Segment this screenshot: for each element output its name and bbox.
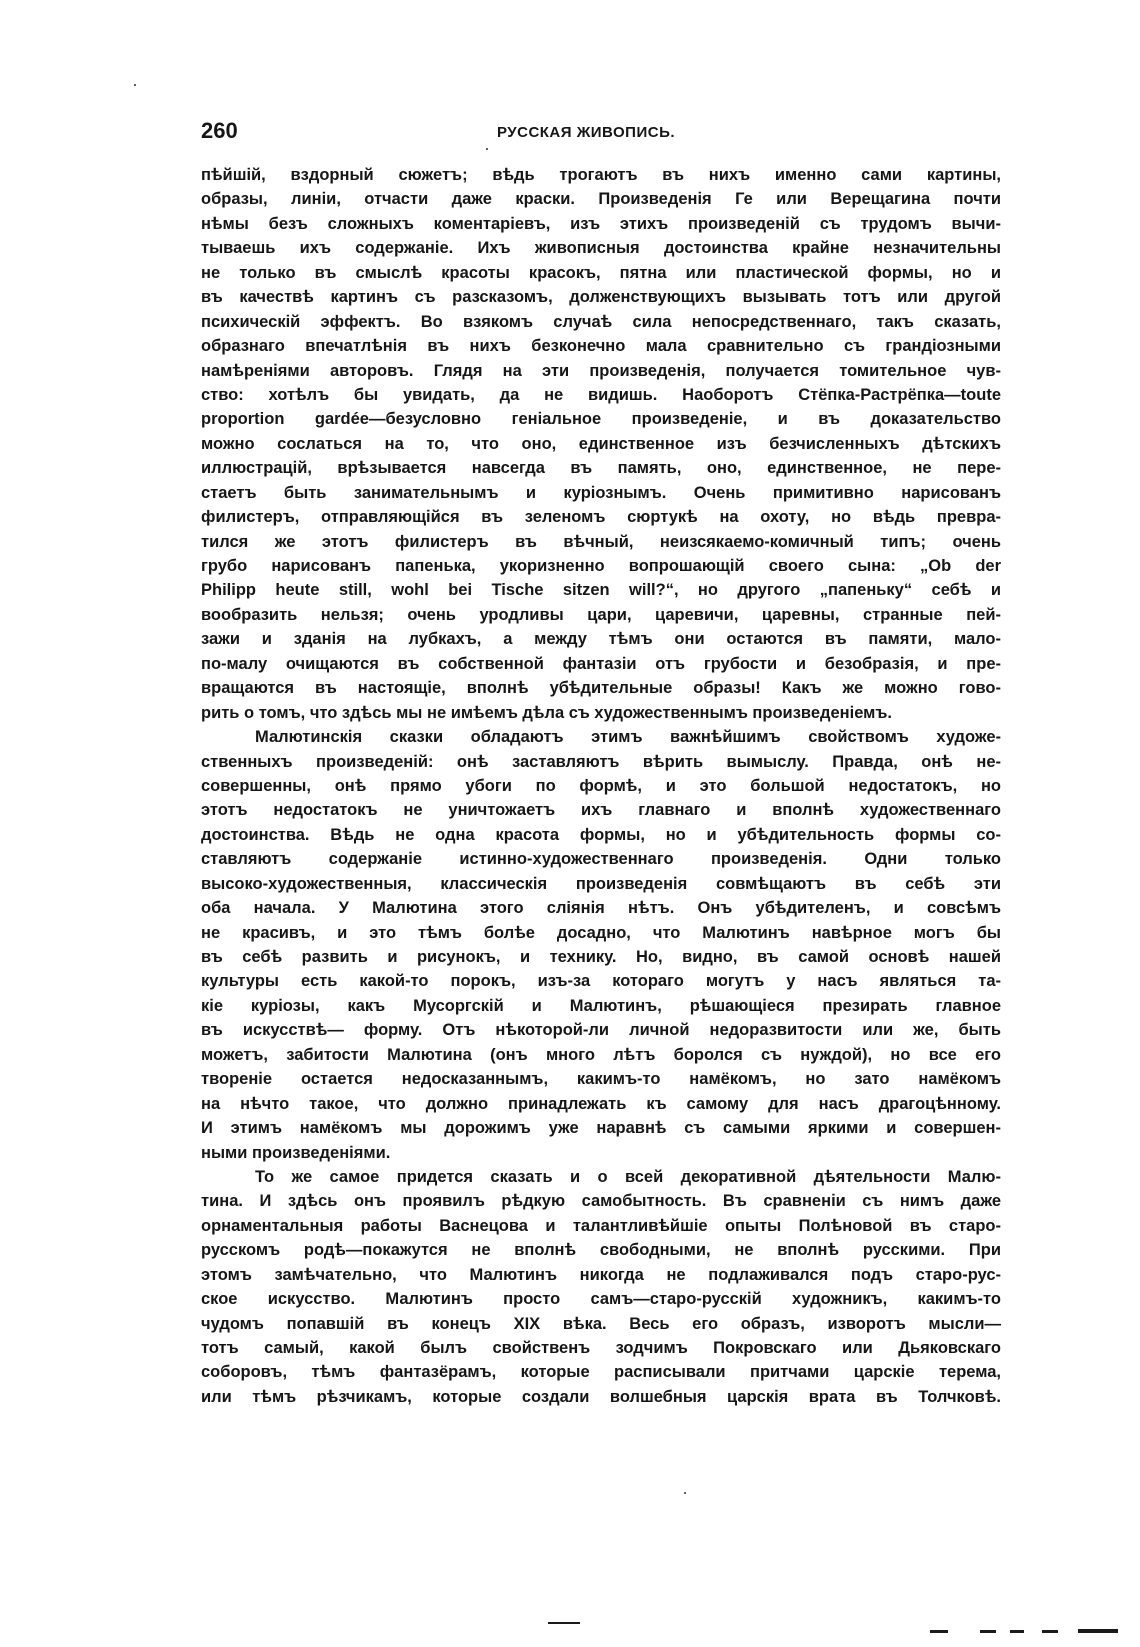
text-line: культуры есть какой-то порокъ, изъ-за котораго могутъ у насъ являться та- — [201, 972, 1001, 991]
text-line: орнаментальныя работы Васнецова и талантливѣйшіе опыты Полѣновой въ старо- — [201, 1216, 1001, 1235]
text-line: тился же этотъ филистеръ въ вѣчный, неизсякаемо-комичный типъ; очень — [201, 532, 1001, 551]
text-line: То же самое придется сказать и о всей декоративной дѣятельности Малю- — [255, 1167, 1001, 1186]
text-line: или тѣмъ рѣзчикамъ, которые создали волшебныя царскія врата въ Толчковѣ. — [201, 1387, 1001, 1406]
paragraph — [201, 163, 1001, 725]
text-line: по-малу очищаются въ собственной фантазіи отъ грубости и безобразія, и пре- — [201, 654, 1001, 673]
text-line: въ искусствѣ— форму. Отъ нѣкоторой-ли личной недоразвитости или же, быть — [201, 1021, 1001, 1040]
scan-mark — [1042, 1630, 1058, 1633]
text-line: на нѣчто такое, что должно принадлежать къ самому для насъ драгоцѣнному. — [201, 1094, 1001, 1113]
text-line: proportion gardée—безусловно геніальное произведеніе, и въ доказательство — [201, 410, 1001, 429]
text-line: намѣреніями авторовъ. Глядя на эти произведенія, получается томительное чув- — [201, 361, 1001, 380]
text-line: Philipp heute still, wohl bei Tische sitzen will?“, но другого „папеньку“ себѣ и — [201, 581, 1001, 600]
paragraph — [201, 1165, 1001, 1409]
text-line: вращаются въ настоящіе, вполнѣ убѣдительные образы! Какъ же можно гово- — [201, 679, 1001, 698]
scan-mark — [548, 1622, 580, 1624]
text-line: образы, линіи, отчасти даже краски. Произведенія Ге или Верещагина почти — [201, 190, 1001, 209]
paragraph — [201, 725, 1001, 1165]
text-line: грубо нарисованъ папенька, укоризненно вопрошающій своего сына: „Ob der — [201, 557, 1001, 575]
text-line: этомъ замѣчательно, что Малютинъ никогда не подлаживался подъ старо-рус- — [201, 1265, 1001, 1284]
scan-mark — [1078, 1629, 1118, 1633]
text-line: иллюстрацій, врѣзывается навсегда въ память, оно, единственное, не пере- — [201, 459, 1001, 478]
text-line: И этимъ намёкомъ мы дорожимъ уже наравнѣ съ самыми яркими и совершен- — [201, 1119, 1001, 1138]
text-line: твореніе остается недосказаннымъ, какимъ-то намёкомъ, но зато намёкомъ — [201, 1070, 1001, 1089]
text-line: филистеръ, отправляющійся въ зеленомъ сюртукѣ на охоту, но вѣдь превра- — [201, 508, 1001, 527]
text-line: психическій эффектъ. Во взякомъ случаѣ сила непосредственнаго, такъ сказать, — [201, 312, 1001, 331]
text-line: Малютинскія сказки обладаютъ этимъ важнѣйшимъ свойствомъ художе- — [255, 728, 1001, 747]
text-line: нѣмы безъ сложныхъ коментаріевъ, изъ этихъ произведеній съ трудомъ вычи- — [201, 214, 1001, 233]
text-line: высоко-художественныя, классическія произведенія совмѣщаютъ въ себѣ эти — [201, 874, 1001, 893]
text-line: въ себѣ развить и рисунокъ, и технику. Но, видно, въ самой основѣ нашей — [201, 948, 1001, 966]
scan-speck — [486, 148, 488, 150]
page-header — [201, 118, 1001, 148]
text-line: тотъ самый, какой былъ свойственъ зодчимъ Покровскаго или Дьяковскаго — [201, 1339, 1001, 1357]
text-line: тина. И здѣсь онъ проявилъ рѣдкую самобытность. Въ сравненіи съ нимъ даже — [201, 1192, 1001, 1211]
text-line: ственныхъ произведеній: онѣ заставляютъ вѣрить вымыслу. Правда, онѣ не- — [201, 752, 1001, 771]
scan-speck — [134, 84, 136, 86]
text-line: можно сослаться на то, что оно, единственное изъ безчисленныхъ дѣтскихъ — [201, 434, 1001, 453]
text-line: не только въ смыслѣ красоты красокъ, пятна или пластической формы, но и — [201, 263, 1001, 282]
text-line: вообразить нельзя; очень уродливы цари, царевичи, царевны, странные пей- — [201, 605, 1001, 624]
text-line: чудомъ попавшій въ конецъ XIX вѣка. Весь его образъ, изворотъ мысли— — [201, 1314, 1001, 1333]
text-line: русскомъ родѣ—покажутся не вполнѣ свободными, не вполнѣ русскими. При — [201, 1241, 1001, 1260]
text-line: кіе куріозы, какъ Мусоргскій и Малютинъ, рѣшающіеся презирать главное — [201, 996, 1001, 1015]
text-line: ными произведеніями. — [201, 1143, 391, 1162]
scan-mark — [1010, 1630, 1024, 1633]
body-text — [201, 163, 1001, 1409]
scan-mark — [980, 1630, 996, 1633]
text-line: достоинства. Вѣдь не одна красота формы, но и убѣдительность формы со- — [201, 825, 1001, 844]
text-line: совершенны, онѣ прямо убоги по формѣ, и это большой недостатокъ, но — [201, 776, 1001, 795]
scan-mark — [930, 1630, 948, 1633]
text-line: пѣйшій, вздорный сюжетъ; вѣдь трогаютъ въ нихъ именно сами картины, — [201, 166, 1001, 184]
text-line: ское искусство. Малютинъ просто самъ—старо-русскій художникъ, какимъ-то — [201, 1290, 1001, 1309]
text-line: ство: хотѣлъ бы увидать, да не видишь. Наоборотъ Стёпка-Растрёпка—toute — [201, 385, 1001, 404]
text-line: тываешь ихъ содержаніе. Ихъ живописныя достоинства крайне незначительны — [201, 239, 1001, 258]
text-line: рить о томъ, что здѣсь мы не имѣемъ дѣла съ художественнымъ произведеніемъ. — [201, 703, 892, 722]
running-title: РУССКАЯ ЖИВОПИСЬ. — [496, 124, 676, 141]
text-line: стаетъ быть занимательнымъ и куріознымъ. Очень примитивно нарисованъ — [201, 483, 1001, 502]
text-line: зажи и зданія на лубкахъ, а между тѣмъ они остаются въ памяти, мало- — [201, 630, 1001, 649]
text-line: соборовъ, тѣмъ фантазёрамъ, которые расписывали притчами царскіе терема, — [201, 1363, 1001, 1382]
text-line: не красивъ, и это тѣмъ болѣе досадно, что Малютинъ навѣрное могъ бы — [201, 923, 1001, 942]
scan-speck — [684, 1492, 686, 1494]
text-line: образнаго впечатлѣнія въ нихъ безконечно мала сравнительно съ грандіозными — [201, 337, 1001, 356]
text-line: въ качествѣ картинъ съ разсказомъ, долженствующихъ вызывать тотъ или другой — [201, 288, 1001, 307]
text-line: можетъ, забитости Малютина (онъ много лѣтъ боролся съ нуждой), но все его — [201, 1045, 1001, 1064]
text-line: этотъ недостатокъ не уничтожаетъ ихъ главнаго и вполнѣ художественнаго — [201, 801, 1001, 820]
text-line: оба начала. У Малютина этого слiянія нѣтъ. Онъ убѣдителенъ, и совсѣмъ — [201, 899, 1001, 918]
page-number: 260 — [201, 118, 238, 143]
text-line: ставляютъ содержаніе истинно-художественнаго произведенія. Одни только — [201, 850, 1001, 869]
